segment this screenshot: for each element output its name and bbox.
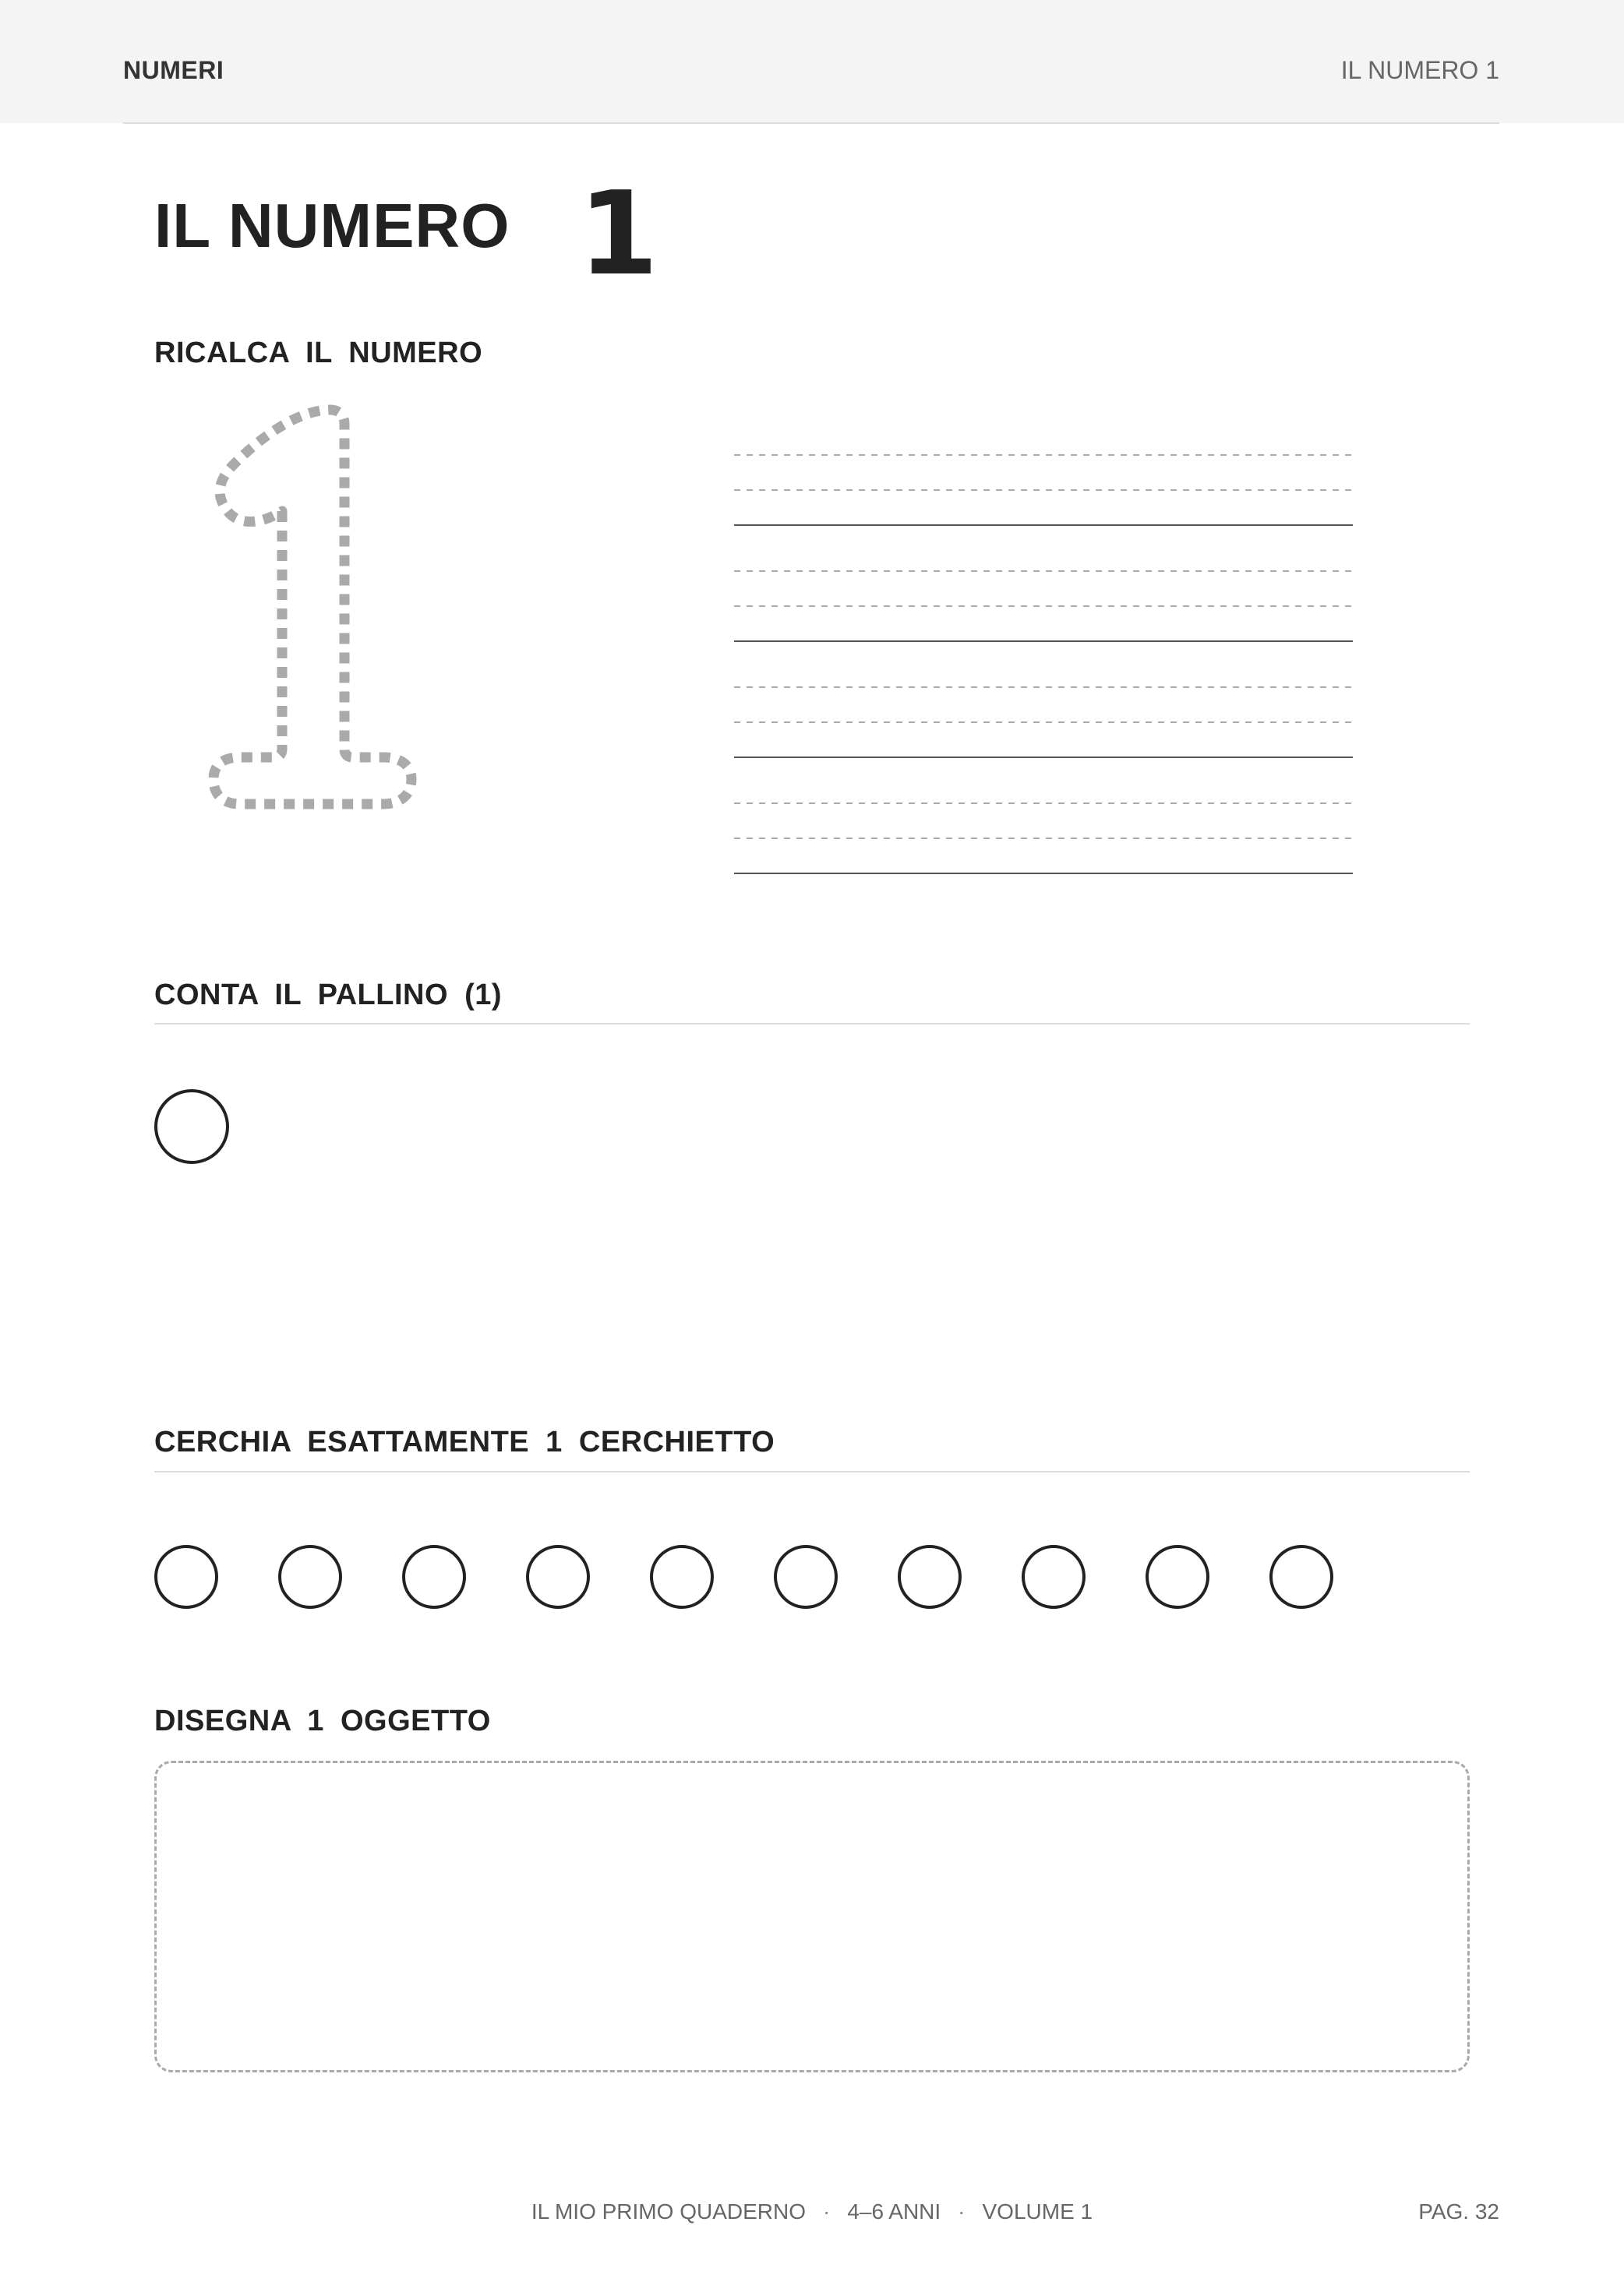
header-divider xyxy=(123,122,1499,124)
footer-separator: · xyxy=(958,2199,966,2224)
writing-line-group-1[interactable] xyxy=(734,455,1353,525)
circle-option[interactable] xyxy=(402,1545,466,1609)
footer-book-title: IL MIO PRIMO QUADERNO xyxy=(531,2199,806,2224)
circle-option[interactable] xyxy=(1022,1545,1086,1609)
circle-option[interactable] xyxy=(898,1545,962,1609)
circle-option[interactable] xyxy=(774,1545,838,1609)
count-dot xyxy=(154,1089,229,1164)
trace-section-label: RICALCA IL NUMERO xyxy=(154,337,483,369)
footer-age: 4–6 ANNI xyxy=(847,2199,941,2224)
footer-book-info xyxy=(0,2199,1624,2224)
count-section-divider xyxy=(154,1023,1470,1025)
circle-option[interactable] xyxy=(1146,1545,1209,1609)
draw-section-label: DISEGNA 1 OGGETTO xyxy=(154,1705,491,1737)
header-page-topic: IL NUMERO 1 xyxy=(1340,56,1499,84)
writing-lines[interactable] xyxy=(733,448,1356,884)
writing-line-group-2[interactable] xyxy=(734,571,1353,641)
writing-line-group-3[interactable] xyxy=(734,687,1353,757)
writing-line-group-4[interactable] xyxy=(734,803,1353,873)
page-title-number: 1 xyxy=(578,167,658,301)
circle-option[interactable] xyxy=(650,1545,714,1609)
header-section-title: NUMERI xyxy=(123,56,224,84)
count-section-label: CONTA IL PALLINO (1) xyxy=(154,979,503,1011)
circle-section-divider xyxy=(154,1471,1470,1472)
dotted-number-one-tracing[interactable] xyxy=(179,390,444,857)
circle-option[interactable] xyxy=(278,1545,342,1609)
circle-section-label: CERCHIA ESATTAMENTE 1 CERCHIETTO xyxy=(154,1426,775,1458)
footer-separator: · xyxy=(822,2199,831,2224)
trace-outline[interactable] xyxy=(214,410,411,804)
footer-volume: VOLUME 1 xyxy=(982,2199,1093,2224)
circle-option[interactable] xyxy=(154,1545,218,1609)
circle-option[interactable] xyxy=(526,1545,590,1609)
drawing-area[interactable] xyxy=(154,1761,1470,2072)
footer-page-number: PAG. 32 xyxy=(1418,2199,1499,2224)
circle-options xyxy=(154,1545,1333,1609)
page-title: IL NUMERO xyxy=(154,191,510,260)
circle-option[interactable] xyxy=(1269,1545,1333,1609)
